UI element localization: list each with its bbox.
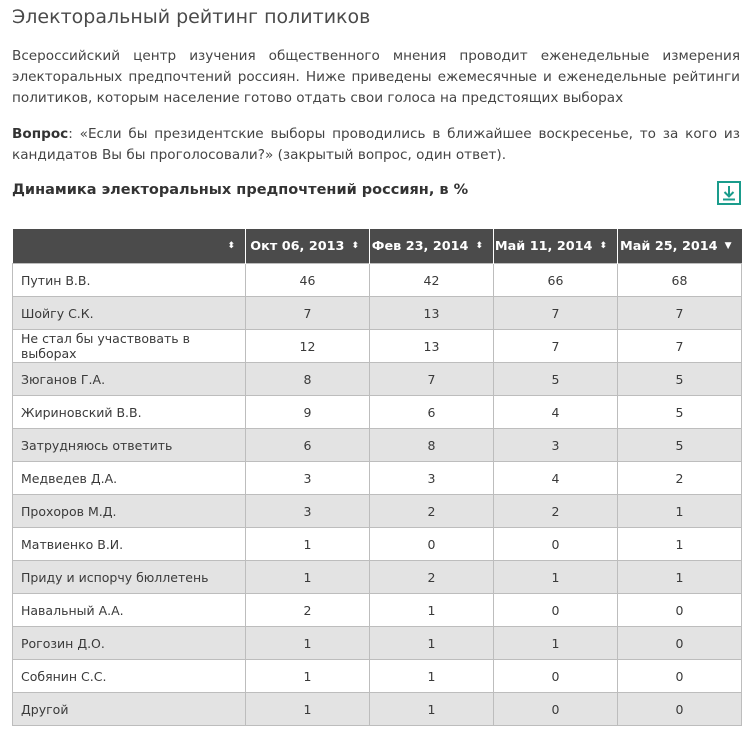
table-row bbox=[13, 264, 742, 297]
table-body bbox=[13, 264, 742, 726]
sort-icon[interactable]: ⬍ bbox=[475, 241, 483, 251]
table-row bbox=[13, 627, 742, 660]
column-header-name[interactable] bbox=[13, 229, 246, 264]
rating-value: 2 bbox=[494, 495, 618, 528]
politician-name: Затрудняюсь ответить bbox=[13, 429, 246, 462]
intro-paragraph: Всероссийский центр изучения общественного мнения проводит еженедельные измерения электоральных предпочтений россиян. Ниже приведены ежемесячные и еженедельные рейтинги политиков, которым население готово отдать свои голоса на предстоящих выборах bbox=[12, 48, 740, 106]
rating-value: 1 bbox=[494, 627, 618, 660]
sort-icon[interactable]: ⬍ bbox=[599, 241, 607, 251]
rating-value: 1 bbox=[246, 693, 370, 726]
rating-value: 3 bbox=[494, 429, 618, 462]
politician-name: Медведев Д.А. bbox=[13, 462, 246, 495]
download-icon bbox=[717, 181, 741, 205]
rating-value: 12 bbox=[246, 330, 370, 363]
rating-value: 1 bbox=[370, 660, 494, 693]
question-text: : «Если бы президентские выборы проводились в ближайшее воскресенье, то за кого из кандидатов Вы бы проголосовали?» (закрытый вопрос, один ответ). bbox=[12, 126, 740, 163]
download-button[interactable] bbox=[717, 181, 741, 205]
rating-value: 1 bbox=[618, 528, 742, 561]
rating-value: 1 bbox=[246, 561, 370, 594]
table-row bbox=[13, 528, 742, 561]
politician-name: Рогозин Д.О. bbox=[13, 627, 246, 660]
rating-value: 3 bbox=[370, 462, 494, 495]
column-header-4[interactable] bbox=[618, 229, 742, 264]
rating-value: 0 bbox=[618, 627, 742, 660]
rating-value: 0 bbox=[494, 528, 618, 561]
rating-value: 2 bbox=[618, 462, 742, 495]
rating-value: 0 bbox=[494, 693, 618, 726]
politician-name: Шойгу С.К. bbox=[13, 297, 246, 330]
rating-value: 68 bbox=[618, 264, 742, 297]
rating-value: 46 bbox=[246, 264, 370, 297]
table-row bbox=[13, 396, 742, 429]
rating-value: 7 bbox=[246, 297, 370, 330]
rating-value: 5 bbox=[618, 363, 742, 396]
rating-value: 0 bbox=[618, 660, 742, 693]
question-label: Вопрос bbox=[12, 126, 69, 142]
politician-name: Матвиенко В.И. bbox=[13, 528, 246, 561]
rating-value: 1 bbox=[370, 594, 494, 627]
rating-value: 1 bbox=[370, 693, 494, 726]
rating-value: 2 bbox=[370, 495, 494, 528]
column-header-label: Фев 23, 2014 bbox=[371, 238, 469, 254]
column-header-label: Май 11, 2014 bbox=[494, 238, 593, 254]
question-paragraph bbox=[12, 124, 740, 166]
rating-value: 13 bbox=[370, 330, 494, 363]
rating-value: 7 bbox=[618, 330, 742, 363]
rating-value: 0 bbox=[494, 660, 618, 693]
politician-name: Другой bbox=[13, 693, 246, 726]
politician-name: Приду и испорчу бюллетень bbox=[13, 561, 246, 594]
rating-value: 1 bbox=[618, 561, 742, 594]
rating-value: 7 bbox=[494, 297, 618, 330]
rating-value: 7 bbox=[494, 330, 618, 363]
rating-value: 4 bbox=[494, 396, 618, 429]
rating-value: 8 bbox=[370, 429, 494, 462]
rating-value: 0 bbox=[618, 594, 742, 627]
rating-value: 9 bbox=[246, 396, 370, 429]
rating-value: 2 bbox=[370, 561, 494, 594]
politician-name: Прохоров М.Д. bbox=[13, 495, 246, 528]
column-header-2[interactable] bbox=[370, 229, 494, 264]
table-subtitle: Динамика электоральных предпочтений россиян, в % bbox=[12, 182, 469, 198]
rating-value: 4 bbox=[494, 462, 618, 495]
rating-value: 1 bbox=[618, 495, 742, 528]
rating-value: 13 bbox=[370, 297, 494, 330]
rating-value: 1 bbox=[246, 660, 370, 693]
table-row bbox=[13, 561, 742, 594]
rating-value: 7 bbox=[618, 297, 742, 330]
rating-value: 0 bbox=[618, 693, 742, 726]
rating-value: 5 bbox=[494, 363, 618, 396]
table-row bbox=[13, 462, 742, 495]
table-row bbox=[13, 495, 742, 528]
table-row bbox=[13, 330, 742, 363]
table-row bbox=[13, 363, 742, 396]
politician-name: Путин В.В. bbox=[13, 264, 246, 297]
table-row bbox=[13, 660, 742, 693]
rating-value: 0 bbox=[370, 528, 494, 561]
rating-value: 42 bbox=[370, 264, 494, 297]
column-header-label: Май 25, 2014 bbox=[620, 238, 718, 254]
politician-name: Навальный А.А. bbox=[13, 594, 246, 627]
rating-value: 1 bbox=[370, 627, 494, 660]
rating-value: 0 bbox=[494, 594, 618, 627]
politician-name: Собянин С.С. bbox=[13, 660, 246, 693]
page-title: Электоральный рейтинг политиков bbox=[12, 6, 371, 28]
politician-name: Зюганов Г.А. bbox=[13, 363, 246, 396]
rating-value: 1 bbox=[246, 627, 370, 660]
sort-icon[interactable]: ▼ bbox=[724, 241, 732, 251]
rating-value: 66 bbox=[494, 264, 618, 297]
rating-value: 5 bbox=[618, 396, 742, 429]
rating-value: 6 bbox=[246, 429, 370, 462]
table-row bbox=[13, 429, 742, 462]
rating-value: 3 bbox=[246, 462, 370, 495]
politician-name: Жириновский В.В. bbox=[13, 396, 246, 429]
column-header-1[interactable] bbox=[246, 229, 370, 264]
rating-value: 5 bbox=[618, 429, 742, 462]
politician-name: Не стал бы участвовать в выборах bbox=[13, 330, 246, 363]
rating-value: 1 bbox=[246, 528, 370, 561]
rating-value: 6 bbox=[370, 396, 494, 429]
rating-value: 3 bbox=[246, 495, 370, 528]
sort-icon[interactable]: ⬍ bbox=[227, 241, 235, 251]
table-row bbox=[13, 693, 742, 726]
column-header-label: Окт 06, 2013 bbox=[250, 238, 345, 254]
rating-value: 7 bbox=[370, 363, 494, 396]
column-header-3[interactable] bbox=[494, 229, 618, 264]
rating-value: 8 bbox=[246, 363, 370, 396]
sort-icon[interactable]: ⬍ bbox=[351, 241, 359, 251]
ratings-table bbox=[12, 229, 742, 726]
table-row bbox=[13, 297, 742, 330]
rating-value: 2 bbox=[246, 594, 370, 627]
table-row bbox=[13, 594, 742, 627]
rating-value: 1 bbox=[494, 561, 618, 594]
table-header-row bbox=[13, 229, 742, 264]
